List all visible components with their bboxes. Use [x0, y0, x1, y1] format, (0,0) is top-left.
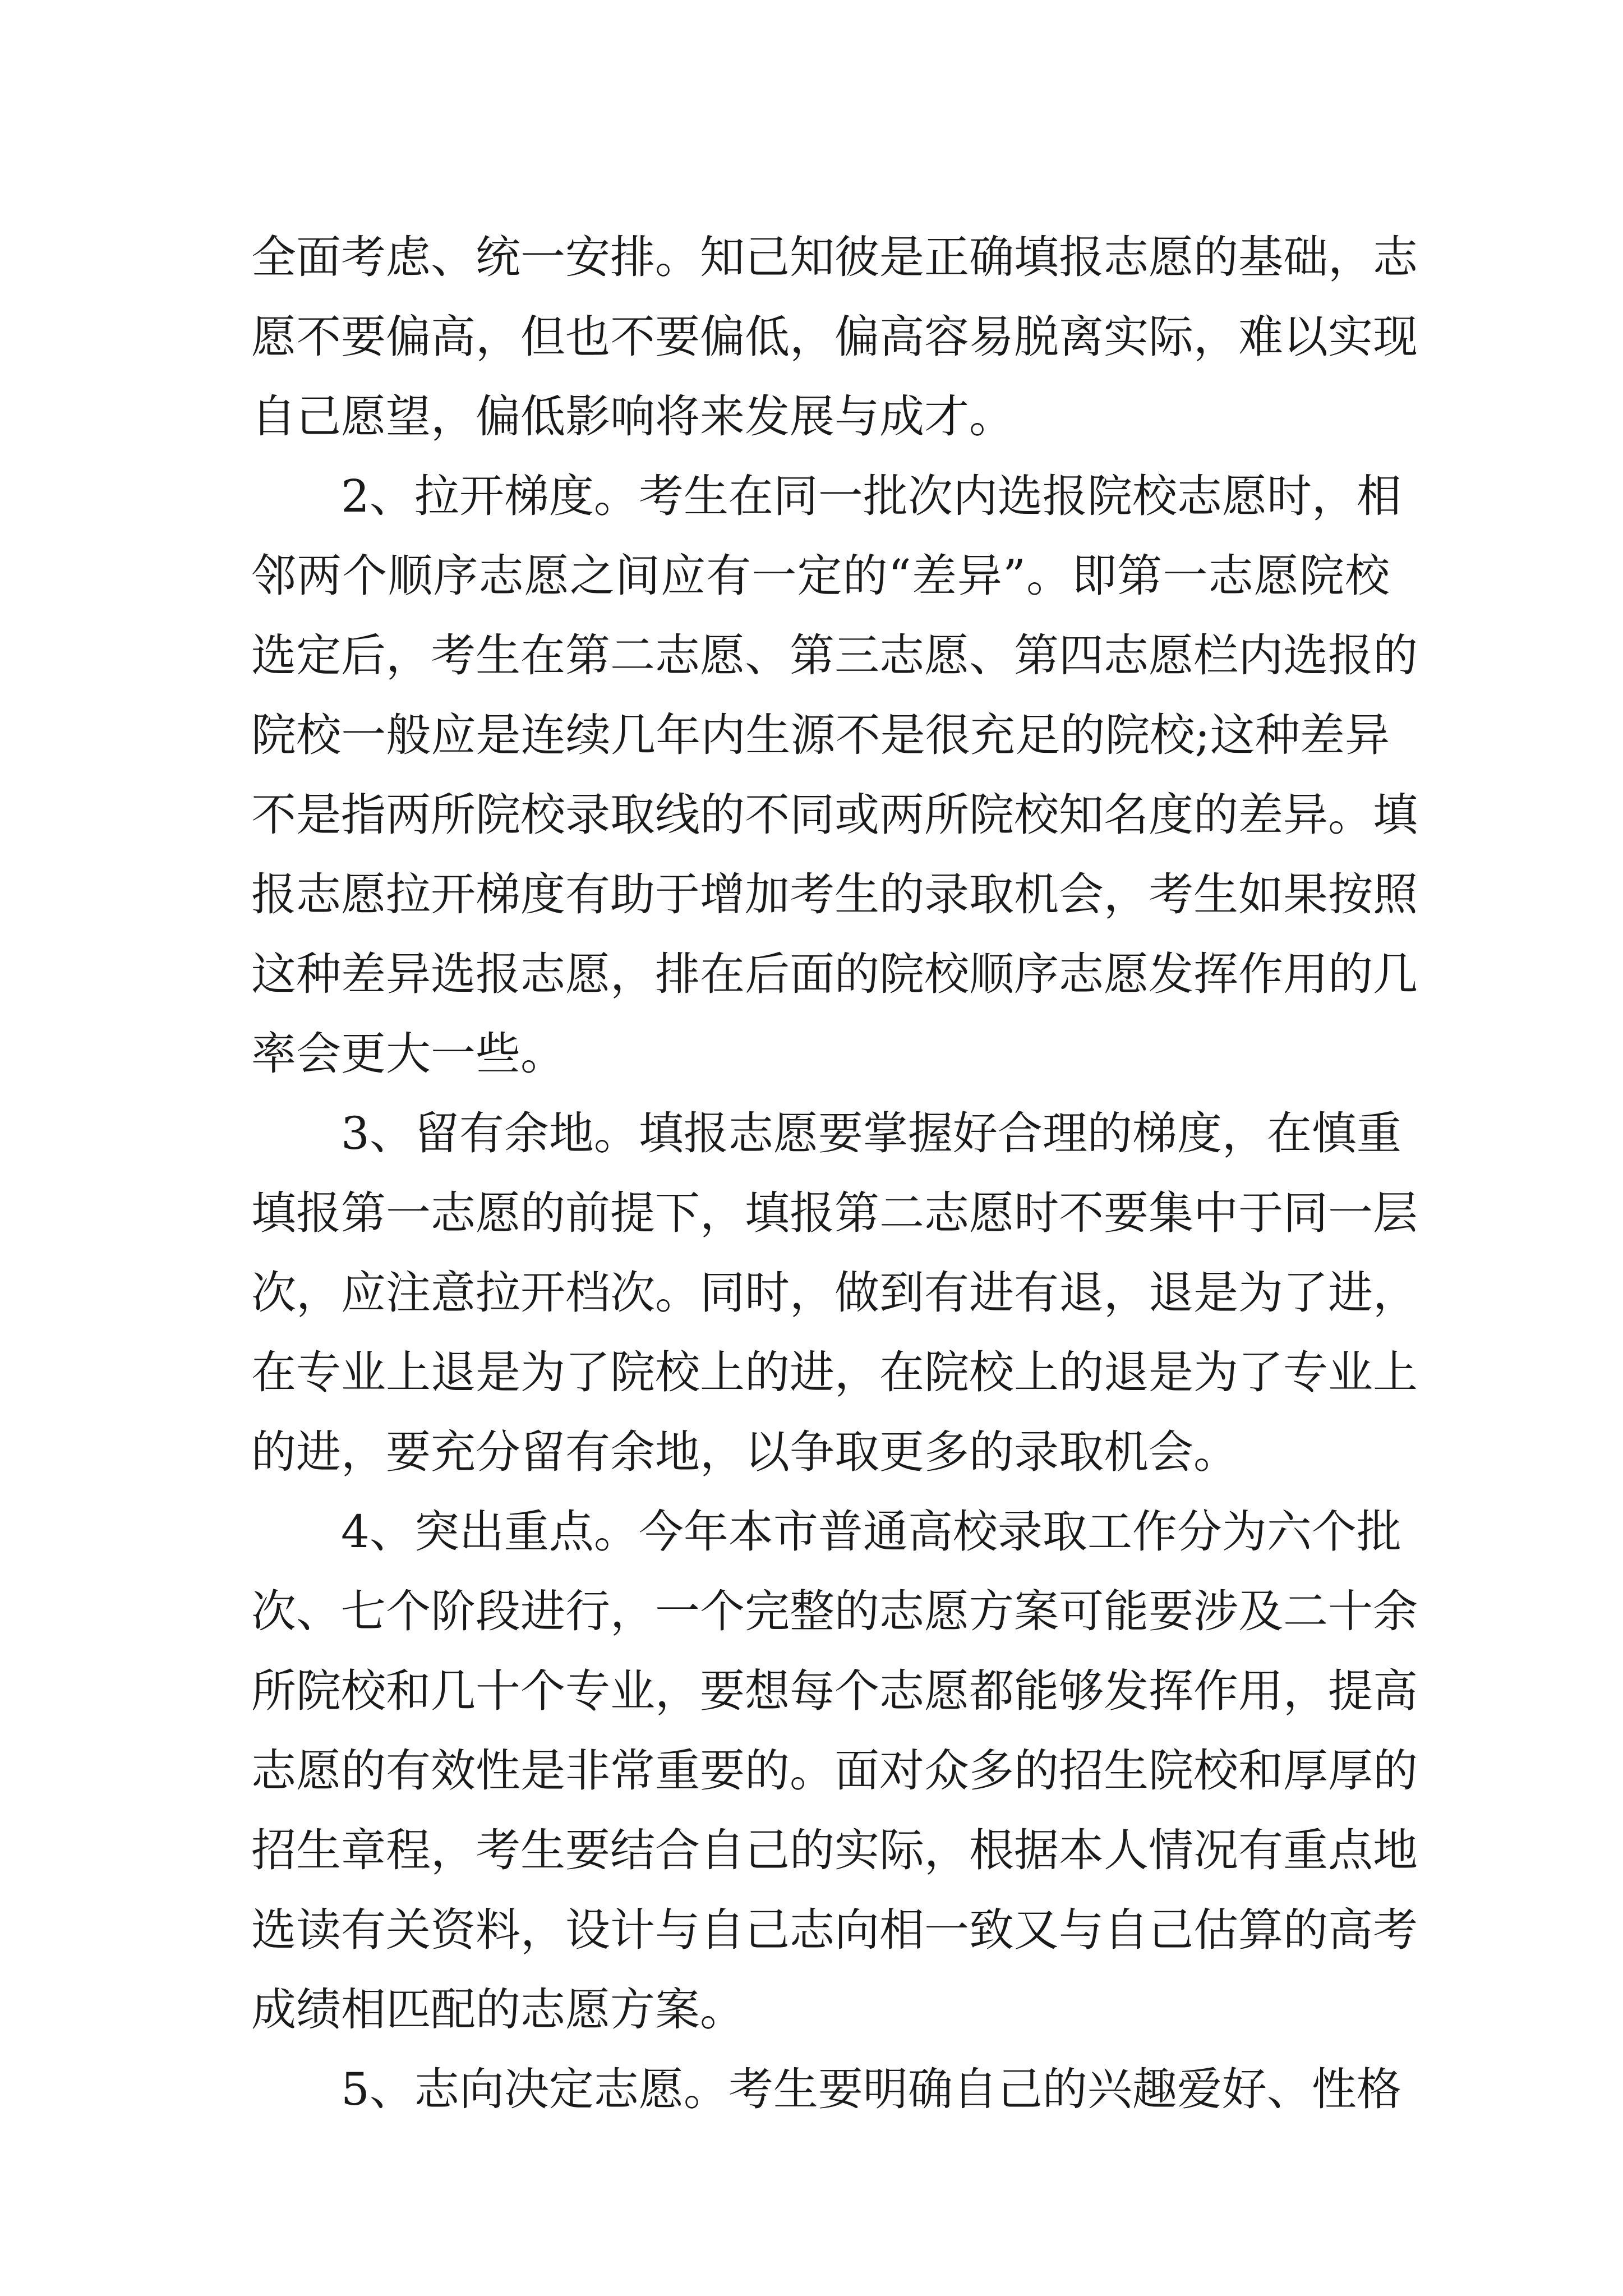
paragraph-continuation — [251, 218, 1418, 457]
text-line: 不是指两所院校录取线的不同或两所院校知名度的差异。填 — [251, 789, 1418, 841]
text-line: 在专业上退是为了院校上的进，在院校上的退是为了专业上 — [251, 1346, 1418, 1398]
text-line: 率会更大一些。 — [251, 1028, 565, 1080]
paragraph-item-2 — [251, 457, 1418, 1094]
text-line: 志愿的有效性是非常重要的。面对众多的招生院校和厚厚的 — [251, 1745, 1418, 1797]
text-line: 招生章程，考生要结合自己的实际，根据本人情况有重点地 — [251, 1824, 1418, 1876]
text-line: 愿不要偏高，但也不要偏低，偏高容易脱离实际，难以实现 — [251, 311, 1418, 363]
text-line: 5、志向决定志愿。考生要明确自己的兴趣爱好、性格 — [341, 2063, 1401, 2115]
body-text — [251, 218, 1418, 2129]
text-line: 自己愿望，偏低影响将来发展与成才。 — [251, 390, 1014, 443]
text-line: 成绩相匹配的志愿方案。 — [251, 1984, 745, 2036]
text-line: 这种差异选报志愿，排在后面的院校顺序志愿发挥作用的几 — [251, 948, 1418, 1000]
text-line: 3、留有余地。填报志愿要掌握好合理的梯度，在慎重 — [341, 1107, 1401, 1159]
text-line: 全面考虑、统一安排。知己知彼是正确填报志愿的基础，志 — [251, 231, 1418, 283]
text-line: 次、七个阶段进行，一个完整的志愿方案可能要涉及二十余 — [251, 1585, 1418, 1637]
text-line: 选定后，考生在第二志愿、第三志愿、第四志愿栏内选报的 — [251, 629, 1418, 682]
text-line: 的进，要充分留有余地，以争取更多的录取机会。 — [251, 1426, 1238, 1478]
paragraph-item-3 — [251, 1094, 1418, 1492]
text-line: 邻两个顺序志愿之间应有一定的“差异”。即第一志愿院校 — [251, 550, 1390, 602]
text-line: 院校一般应是连续几年内生源不是很充足的院校;这种差异 — [251, 709, 1390, 761]
text-line: 4、突出重点。今年本市普通高校录取工作分为六个批 — [341, 1506, 1401, 1558]
text-line: 次，应注意拉开档次。同时，做到有进有退，退是为了进， — [251, 1267, 1418, 1319]
paragraph-item-5 — [251, 2050, 1401, 2129]
text-line: 2、拉开梯度。考生在同一批次内选报院校志愿时，相 — [341, 470, 1401, 522]
paragraph-item-4 — [251, 1492, 1418, 2050]
text-line: 所院校和几十个专业，要想每个志愿都能够发挥作用，提高 — [251, 1665, 1418, 1717]
text-line: 填报第一志愿的前提下，填报第二志愿时不要集中于同一层 — [251, 1187, 1418, 1239]
text-line: 报志愿拉开梯度有助于增加考生的录取机会，考生如果按照 — [251, 868, 1418, 921]
text-line: 选读有关资料，设计与自己志向相一致又与自己估算的高考 — [251, 1904, 1418, 1956]
